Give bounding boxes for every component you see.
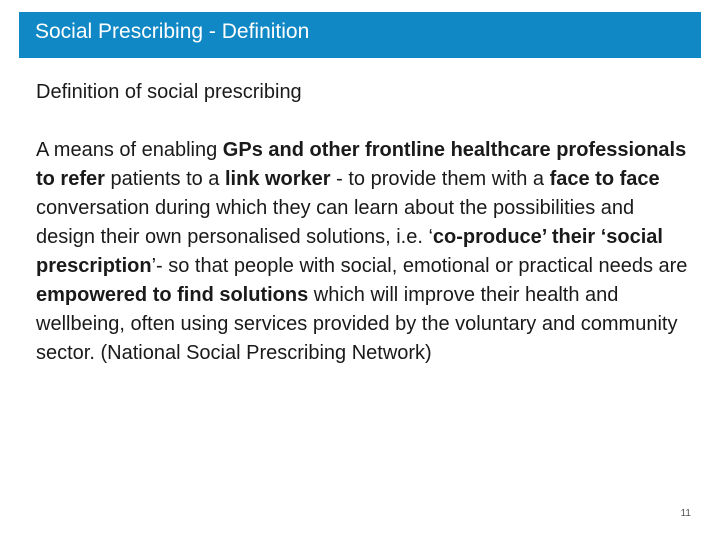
slide-title: Social Prescribing - Definition — [35, 20, 310, 43]
definition-bold-4: co-produce’ their ‘social prescription — [36, 226, 663, 277]
definition-bold-3: face to face — [549, 168, 660, 190]
definition-bold-2: link worker — [224, 168, 331, 190]
definition-text-6: which will improve their health and wellbeing, often using services provided by the voluntary and community sector. (National Social Prescribing Network) — [36, 284, 678, 364]
definition-text-2: patients to a — [104, 168, 225, 190]
definition-text-5: ’- so that people with social, emotional or practical needs are — [151, 255, 688, 277]
definition-bold-5: empowered to find solutions — [36, 284, 309, 306]
definition-text-4: conversation during which they can learn about the possibilities and design their own personalised solutions, i.e. ‘ — [36, 197, 635, 248]
definition-text-3: - to provide them with a — [330, 168, 550, 190]
page-number: 11 — [680, 508, 691, 519]
definition-paragraph — [36, 136, 696, 368]
slide-subtitle: Definition of social prescribing — [36, 81, 302, 103]
definition-bold-1: GPs and other frontline healthcare professionals to refer — [36, 139, 687, 190]
definition-text-1: A means of enabling — [36, 139, 223, 161]
title-bar — [19, 12, 701, 58]
